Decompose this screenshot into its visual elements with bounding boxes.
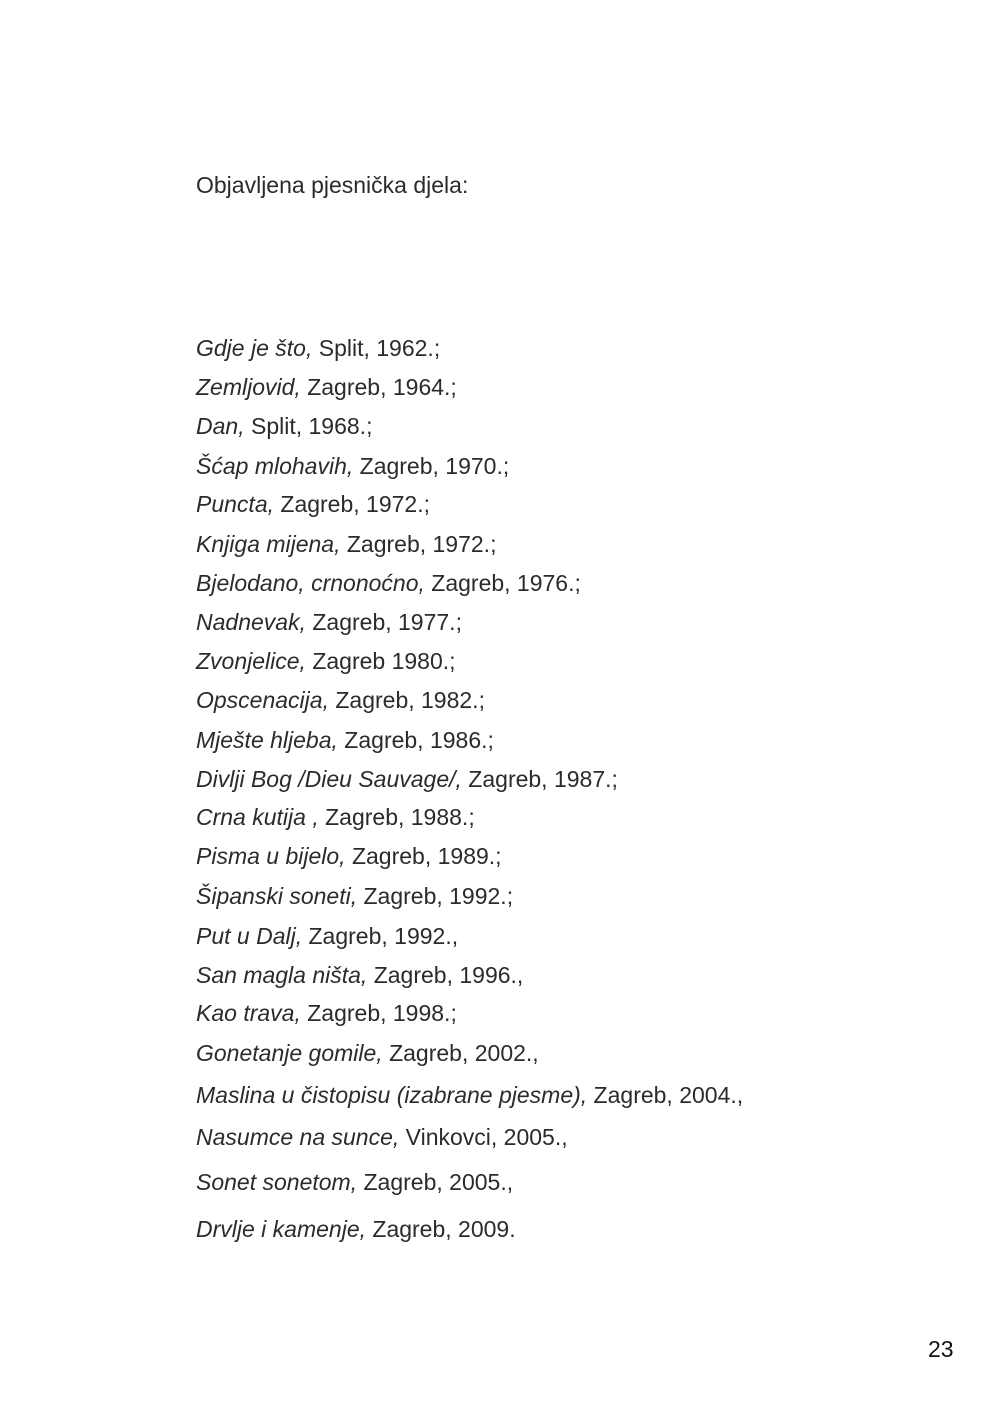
work-details: Split, 1962.; <box>312 335 441 361</box>
work-details: Zagreb, 1992., <box>302 923 459 949</box>
work-title: Crna kutija , <box>196 804 319 830</box>
work-details: Zagreb, 1972.; <box>274 491 430 517</box>
work-title: Kao trava, <box>196 1000 301 1026</box>
work-entry <box>196 764 618 794</box>
work-entry <box>196 921 458 951</box>
work-details: Zagreb, 2004., <box>587 1082 744 1108</box>
work-title: Puncta, <box>196 491 274 517</box>
work-title: Divlji Bog /Dieu Sauvage/, <box>196 766 462 792</box>
work-title: Sonet sonetom, <box>196 1169 358 1195</box>
work-entry <box>196 1122 568 1152</box>
work-title: Nadnevak, <box>196 609 306 635</box>
work-title: Opscenacija, <box>196 687 329 713</box>
work-title: Nasumce na sunce, <box>196 1124 400 1150</box>
work-entry <box>196 529 496 559</box>
work-details: Zagreb, 1989.; <box>345 843 502 869</box>
work-entry <box>196 411 372 441</box>
work-details: Zagreb, 2002., <box>382 1040 539 1066</box>
work-title: Mješte hljeba, <box>196 727 338 753</box>
work-entry <box>196 725 494 755</box>
work-details: Zagreb, 1987.; <box>461 766 618 792</box>
work-details: Zagreb, 1998.; <box>300 1000 457 1026</box>
work-entry <box>196 568 581 598</box>
work-title: Bjelodano, crnonoćno, <box>196 570 425 596</box>
work-entry <box>196 372 457 402</box>
work-entry <box>196 451 509 481</box>
work-details: Zagreb, 1970.; <box>353 453 510 479</box>
work-entry <box>196 646 456 676</box>
work-details: Zagreb, 2005., <box>357 1169 514 1195</box>
work-entry <box>196 1038 539 1068</box>
work-details: Zagreb, 1964.; <box>300 374 457 400</box>
work-details: Split, 1968.; <box>244 413 373 439</box>
work-details: Zagreb, 1996., <box>367 962 524 988</box>
work-entry <box>196 960 523 990</box>
work-details: Zagreb 1980.; <box>305 648 456 674</box>
work-title: Zemljovid, <box>196 374 301 400</box>
work-title: Gonetanje gomile, <box>196 1040 383 1066</box>
page-number: 23 <box>928 1336 954 1362</box>
work-details: Zagreb, 1992.; <box>357 883 514 909</box>
work-entry <box>196 685 485 715</box>
work-details: Zagreb, 1988.; <box>318 804 475 830</box>
work-entry <box>196 1080 743 1110</box>
work-title: Pisma u bijelo, <box>196 843 346 869</box>
work-title: San magla ništa, <box>196 962 368 988</box>
work-title: Zvonjelice, <box>196 648 306 674</box>
work-entry <box>196 841 502 871</box>
work-details: Zagreb, 1972.; <box>340 531 497 557</box>
work-entry <box>196 802 475 832</box>
work-title: Knjiga mijena, <box>196 531 341 557</box>
work-title: Put u Dalj, <box>196 923 303 949</box>
work-entry <box>196 881 513 911</box>
work-title: Drvlje i kamenje, <box>196 1216 366 1242</box>
work-details: Zagreb, 1982.; <box>328 687 485 713</box>
work-details: Zagreb, 2009. <box>366 1216 516 1242</box>
work-title: Šipanski soneti, <box>196 883 358 909</box>
work-title: Dan, <box>196 413 245 439</box>
work-details: Vinkovci, 2005., <box>399 1124 568 1150</box>
work-title: Šćap mlohavih, <box>196 453 354 479</box>
work-details: Zagreb, 1986.; <box>337 727 494 753</box>
work-details: Zagreb, 1977.; <box>305 609 462 635</box>
work-entry <box>196 1214 516 1244</box>
work-entry <box>196 1167 513 1197</box>
work-title: Gdje je što, <box>196 335 313 361</box>
page-heading: Objavljena pjesnička djela: <box>196 172 469 198</box>
work-entry <box>196 489 430 519</box>
work-details: Zagreb, 1976.; <box>424 570 581 596</box>
work-entry <box>196 998 457 1028</box>
work-entry <box>196 333 440 363</box>
work-entry <box>196 607 462 637</box>
work-title: Maslina u čistopisu (izabrane pjesme), <box>196 1082 588 1108</box>
